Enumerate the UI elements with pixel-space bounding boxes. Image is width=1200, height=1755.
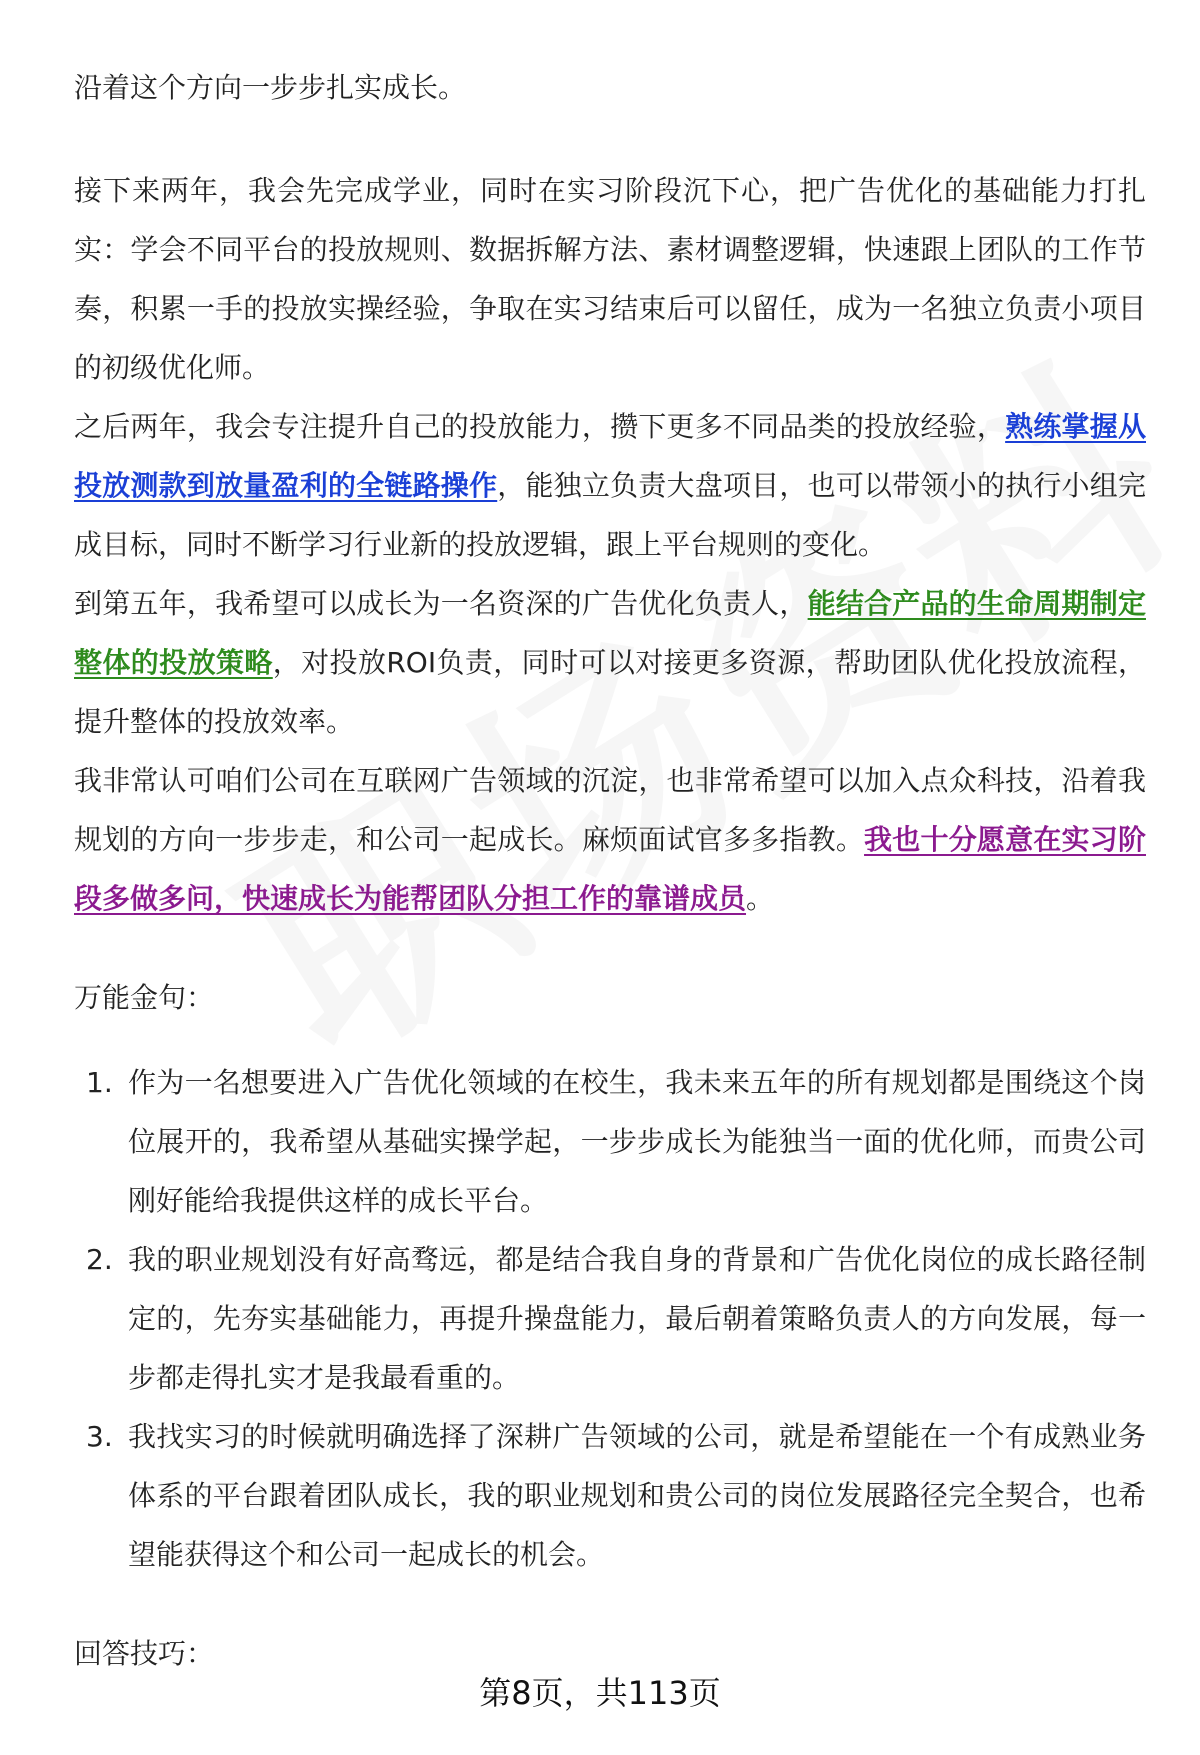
section-heading-golden-sentences: 万能金句：	[74, 981, 215, 1014]
list-item-number: 2.	[86, 1243, 113, 1276]
page-content	[74, 58, 1146, 1683]
golden-sentences-list	[74, 1053, 1146, 1584]
list-item-text: 我找实习的时候就明确选择了深耕广告领域的公司，就是希望能在一个有成熟业务体系的平台跟着团队成长，我的职业规划和贵公司的岗位发展路径完全契合，也希望能获得这个和公司一起成长的机会。	[128, 1420, 1146, 1571]
paragraph-next-two-years	[74, 397, 1146, 574]
list-item-text: 作为一名想要进入广告优化领域的在校生，我未来五年的所有规划都是围绕这个岗位展开的，我希望从基础实操学起，一步步成长为能独当一面的优化师，而贵公司刚好能给我提供这样的成长平台。	[128, 1066, 1146, 1217]
page-number-footer: 第8页，共113页	[479, 1674, 721, 1712]
paragraph-text: 到第五年，我希望可以成长为一名资深的广告优化负责人，	[74, 587, 808, 620]
paragraph-text: ，对投放ROI负责，同时可以对接更多资源，帮助团队优化投放流程，提升整体的投放效率。	[74, 646, 1146, 738]
list-item-text: 我的职业规划没有好高骛远，都是结合我自身的背景和广告优化岗位的成长路径制定的，先夯实基础能力，再提升操盘能力，最后朝着策略负责人的方向发展，每一步都走得扎实才是我最看重的。	[128, 1243, 1146, 1394]
highlight-green: 能结合产品的生命周期制定整体的投放策略	[74, 587, 1146, 679]
list-item-number: 3.	[86, 1420, 113, 1453]
paragraph-text: 。	[746, 882, 775, 915]
list-item	[74, 1407, 1146, 1584]
list-item	[74, 1230, 1146, 1407]
list-item	[74, 1053, 1146, 1230]
paragraph-text: 我非常认可咱们公司在互联网广告领域的沉淀，也非常希望可以加入点众科技，沿着我规划的方向一步步走，和公司一起成长。麻烦面试官多多指教。	[74, 764, 1146, 856]
section-heading-answer-tips: 回答技巧：	[74, 1637, 215, 1670]
paragraph-fifth-year	[74, 574, 1146, 751]
list-item-number: 1.	[86, 1066, 113, 1099]
paragraph-first-two-years: 接下来两年，我会先完成学业，同时在实习阶段沉下心，把广告优化的基础能力打扎实：学会不同平台的投放规则、数据拆解方法、素材调整逻辑，快速跟上团队的工作节奏，积累一手的投放实操经验，争取在实习结束后可以留任，成为一名独立负责小项目的初级优化师。	[74, 174, 1146, 384]
paragraph-text: ，能独立负责大盘项目，也可以带领小的执行小组完成目标，同时不断学习行业新的投放逻辑，跟上平台规则的变化。	[74, 469, 1146, 561]
highlight-purple: 我也十分愿意在实习阶段多做多问，快速成长为能帮团队分担工作的靠谱成员	[74, 823, 1146, 915]
highlight-blue: 熟练掌握从投放测款到放量盈利的全链路操作	[74, 410, 1146, 502]
paragraph-intro-tail: 沿着这个方向一步步扎实成长。	[74, 71, 467, 104]
paragraph-closing	[74, 751, 1146, 928]
paragraph-text: 之后两年，我会专注提升自己的投放能力，攒下更多不同品类的投放经验，	[74, 410, 1006, 443]
